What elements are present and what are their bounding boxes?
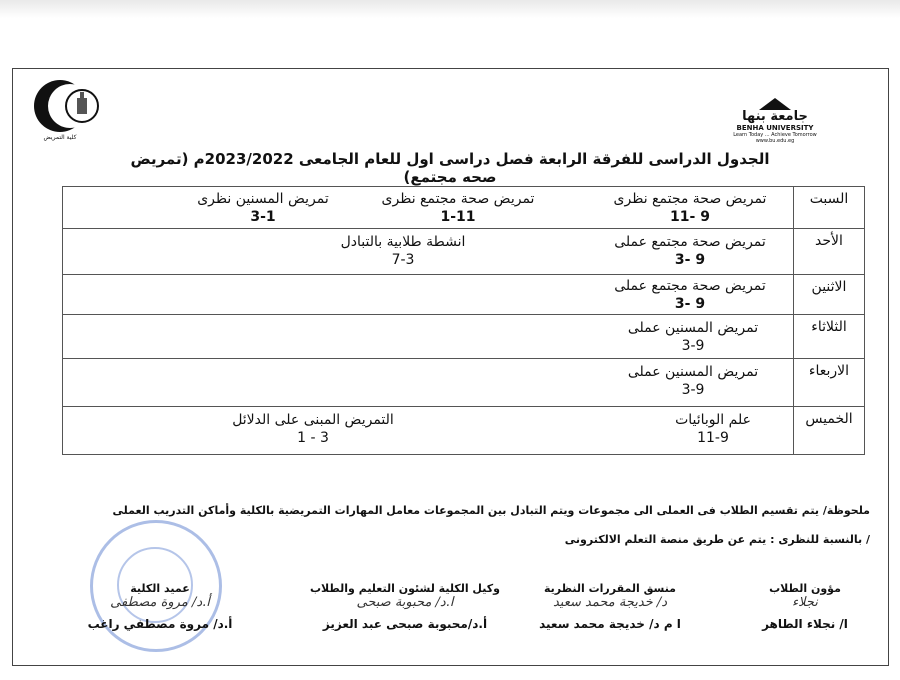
slot bbox=[613, 319, 773, 355]
course-time: 3-9 bbox=[681, 338, 705, 354]
course-time: 3-9 bbox=[681, 382, 705, 398]
document-title: الجدول الدراسى للفرقة الرابعة فصل دراسى اول للعام الجامعى 2023/2022م (تمريض صحه مجتمع) bbox=[130, 150, 770, 186]
day-slots bbox=[63, 187, 794, 229]
course-name: تمريض المسنين نظرى bbox=[197, 191, 329, 207]
day-label: الاربعاء bbox=[794, 359, 865, 407]
table-row bbox=[63, 275, 865, 315]
course-time: 3 - 1 bbox=[297, 430, 329, 446]
signature-name: ا م د/ خديجة محمد سعيد bbox=[539, 617, 681, 631]
slot bbox=[595, 233, 785, 269]
course-time: 11-9 bbox=[697, 430, 729, 446]
faculty-caption: كلية التمريض bbox=[43, 134, 77, 141]
day-label: السبت bbox=[794, 187, 865, 229]
table-row bbox=[63, 187, 865, 229]
slot bbox=[363, 190, 553, 226]
note-theory: / بالنسبة للنظرى : يتم عن طريق منصة التعلم الالكترونى bbox=[564, 533, 870, 546]
slot bbox=[595, 277, 785, 313]
signature-name: ا/ نجلاء الطاهر bbox=[762, 617, 848, 631]
day-slots bbox=[63, 359, 794, 407]
signature-block-student-affairs bbox=[745, 582, 865, 631]
course-time: 9 -3 bbox=[674, 296, 706, 312]
benha-university-logo bbox=[726, 98, 824, 148]
day-slots bbox=[63, 315, 794, 359]
slot bbox=[313, 233, 493, 269]
course-time: 9 -11 bbox=[670, 209, 710, 225]
course-name: تمريض صحة مجتمع نظرى bbox=[613, 191, 767, 207]
course-name: تمريض صحة مجتمع عملى bbox=[614, 234, 766, 250]
day-label: الأحد bbox=[794, 229, 865, 275]
slot bbox=[213, 411, 413, 447]
signature-block-dean bbox=[60, 582, 260, 631]
course-time: 3-1 bbox=[250, 209, 276, 225]
day-slots bbox=[63, 407, 794, 455]
signature-role: وكيل الكلية لشئون التعليم والطلاب bbox=[310, 582, 500, 595]
schedule-table bbox=[62, 186, 865, 455]
course-name: تمريض صحة مجتمع عملى bbox=[614, 278, 766, 294]
course-name: تمريض المسنين عملى bbox=[627, 364, 759, 380]
slot bbox=[653, 411, 773, 447]
day-label: الثلاثاء bbox=[794, 315, 865, 359]
signature-block-courses-coordinator bbox=[530, 582, 690, 631]
slot bbox=[173, 190, 353, 226]
course-time: 7-3 bbox=[391, 252, 415, 268]
day-slots bbox=[63, 275, 794, 315]
course-name: تمريض صحة مجتمع نظرى bbox=[381, 191, 535, 207]
table-row bbox=[63, 315, 865, 359]
day-label: الخميس bbox=[794, 407, 865, 455]
course-name: علم الوبائيات bbox=[675, 412, 751, 428]
table-row bbox=[63, 359, 865, 407]
slot bbox=[595, 190, 785, 226]
day-label: الاثنين bbox=[794, 275, 865, 315]
course-name: تمريض المسنين عملى bbox=[627, 320, 759, 336]
table-row bbox=[63, 407, 865, 455]
university-name-en: BENHA UNIVERSITY bbox=[736, 124, 814, 132]
university-website: www.bu.edu.eg bbox=[755, 138, 795, 144]
signature-role: عميد الكلية bbox=[130, 582, 190, 595]
table-row bbox=[63, 229, 865, 275]
course-name: التمريض المبنى على الدلائل bbox=[232, 412, 394, 428]
note-practical: ملحوظة/ يتم تقسيم الطلاب فى العملى الى مجموعات ويتم التبادل بين المجموعات معامل المهارات التمريضية بالكلية وأماكن التدريب العملى bbox=[112, 504, 870, 517]
crescent-emblem-icon bbox=[30, 78, 110, 134]
course-time: 1-11 bbox=[440, 209, 476, 225]
signature-name: أ.د/ مروة مصطفي راغب bbox=[87, 617, 233, 631]
signature-handwriting: د/ خديجة محمد سعيد bbox=[552, 595, 667, 610]
signature-handwriting: أ.د/ مروة مصطفى bbox=[110, 595, 210, 610]
signature-block-vice-dean bbox=[300, 582, 510, 631]
signature-name: أ.د/محبوبة صبحى عبد العزيز bbox=[322, 617, 488, 631]
slot bbox=[613, 363, 773, 399]
signature-role: مؤون الطلاب bbox=[769, 582, 841, 595]
course-name: انشطة طلابية بالتبادل bbox=[340, 234, 466, 250]
signature-role: منسق المقررات النظرية bbox=[543, 582, 676, 595]
day-slots bbox=[63, 229, 794, 275]
course-time: 9 -3 bbox=[674, 252, 706, 268]
university-tagline: Learn Today ... Achieve Tomorrow bbox=[733, 132, 817, 138]
signature-handwriting: ا.د/ محبوبة صبحى bbox=[356, 595, 454, 610]
scan-top-strip bbox=[0, 0, 900, 18]
university-name-ar: جامعة بنها bbox=[742, 109, 808, 124]
faculty-of-nursing-logo bbox=[30, 78, 110, 150]
signature-handwriting: نجلاء bbox=[792, 595, 818, 610]
